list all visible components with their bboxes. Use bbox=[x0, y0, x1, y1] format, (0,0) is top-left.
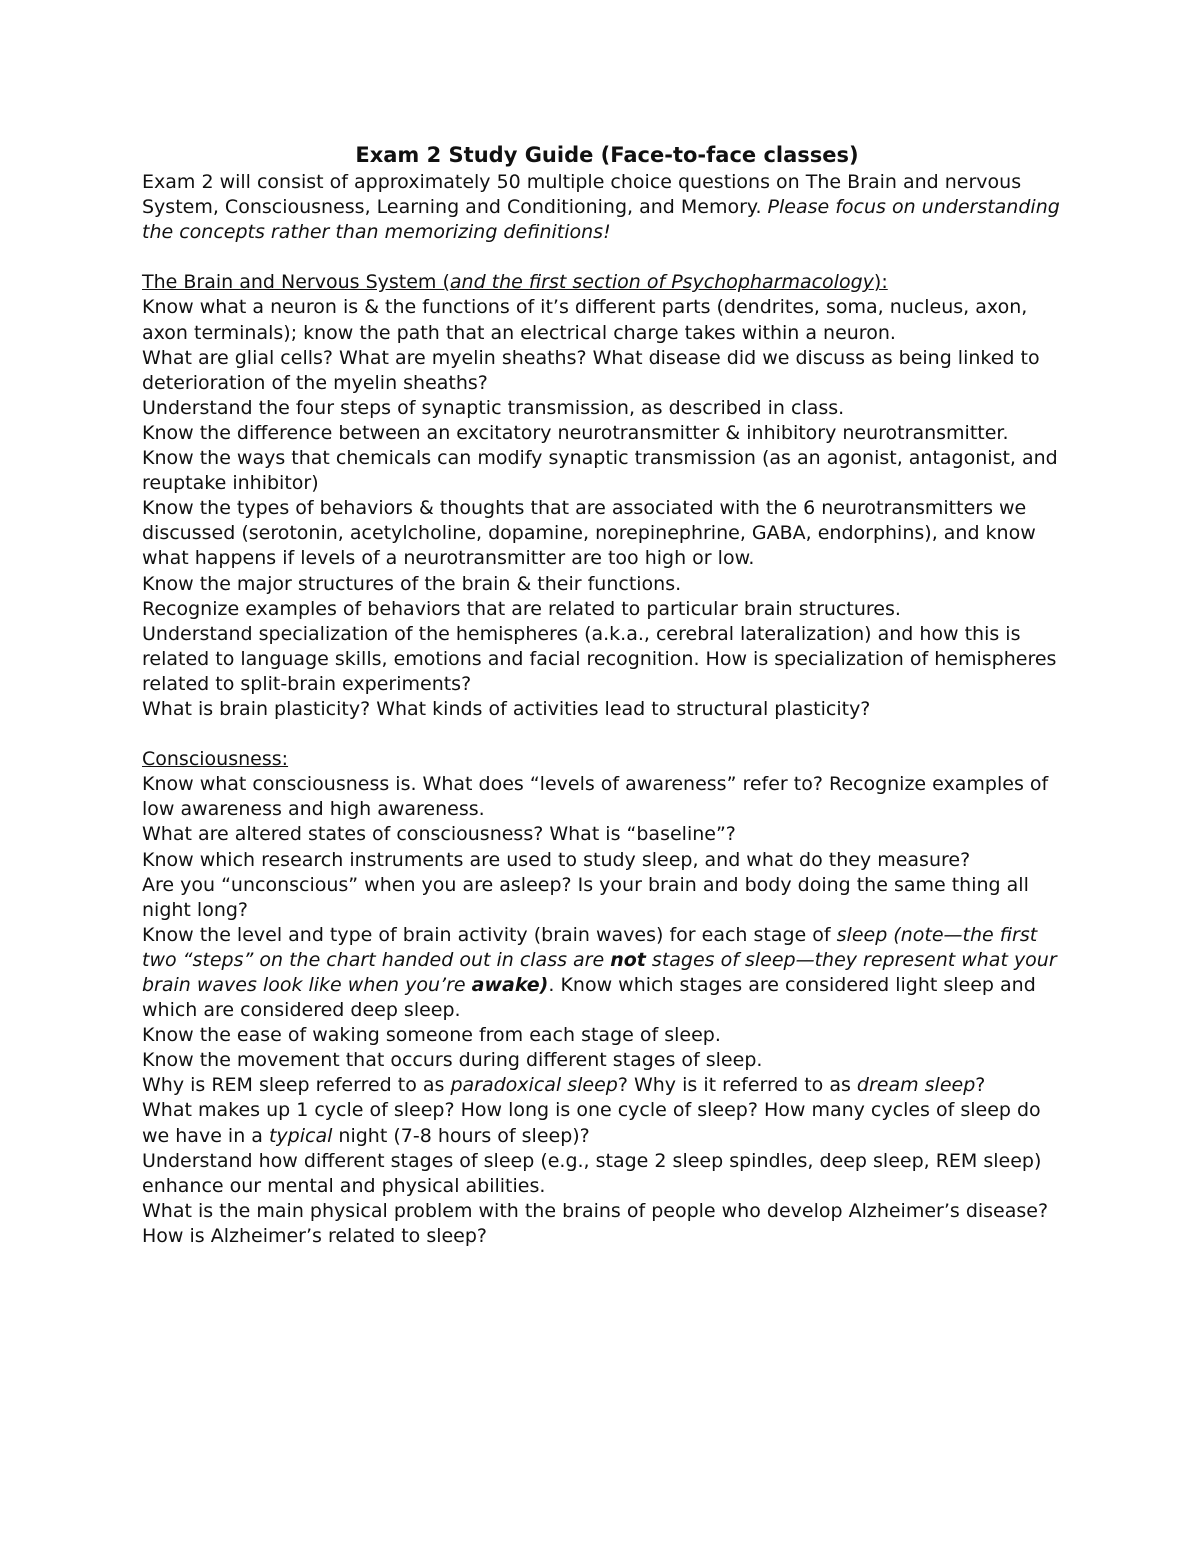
section-heading-consciousness: Consciousness: bbox=[142, 748, 289, 771]
item-emphasis: typical bbox=[268, 1124, 333, 1147]
study-item: Are you “unconscious” when you are asleep? Is your brain and body doing the same thing all night long? bbox=[142, 873, 1029, 921]
study-item: Know the difference between an excitatory neurotransmitter & inhibitory neurotransmitter. bbox=[142, 421, 1009, 444]
study-item: What is the main physical problem with the brains of people who develop Alzheimer’s disease? How is Alzheimer’s related to sleep? bbox=[142, 1199, 1049, 1247]
study-item: Recognize examples of behaviors that are related to particular brain structures. bbox=[142, 597, 901, 620]
study-item-rem bbox=[142, 1073, 1072, 1098]
intro-paragraph bbox=[142, 170, 1072, 245]
study-item: Understand the four steps of synaptic transmission, as described in class. bbox=[142, 396, 845, 419]
item-text: Why is REM sleep referred to as bbox=[142, 1074, 451, 1097]
study-item: Know the ease of waking someone from each stage of sleep. bbox=[142, 1024, 721, 1047]
section-heading-brain bbox=[142, 270, 1072, 295]
item-emphasis: dream sleep bbox=[856, 1074, 976, 1097]
item-text: ? Why is it referred to as bbox=[617, 1074, 857, 1097]
study-item: Know what a neuron is & the functions of it’s different parts (dendrites, soma, nucleus, axon, axon terminals); know the path that an electrical charge takes within a neuron. bbox=[142, 296, 1028, 344]
spacer bbox=[142, 722, 1072, 747]
intro-emphasis: Please focus on understanding the concepts rather than memorizing definitions! bbox=[142, 196, 1060, 244]
study-item: Know which research instruments are used to study sleep, and what do they measure? bbox=[142, 848, 971, 871]
study-item: Know the major structures of the brain & their functions. bbox=[142, 572, 682, 595]
item-strong-emphasis: not bbox=[610, 948, 646, 971]
item-text: ? bbox=[975, 1074, 986, 1097]
heading-emphasis: and the first section of Psychopharmacology bbox=[449, 271, 874, 294]
item-emphasis: stages of sleep—they represent what your brain waves look like when you’re bbox=[142, 948, 1057, 996]
study-item: Know what consciousness is. What does “levels of awareness” refer to? Recognize examples of low awareness and high awareness. bbox=[142, 773, 1049, 821]
item-text: Know the level and type of brain activity (brain waves) for each stage of bbox=[142, 923, 837, 946]
study-item: What are glial cells? What are myelin sheaths? What disease did we discuss as being linked to deterioration of the myelin sheaths? bbox=[142, 346, 1040, 394]
study-item: Know the ways that chemicals can modify synaptic transmission (as an agonist, antagonist, and reuptake inhibitor) bbox=[142, 447, 1058, 495]
item-text: night (7-8 hours of sleep)? bbox=[332, 1124, 590, 1147]
item-strong-emphasis: awake) bbox=[471, 974, 549, 996]
item-text: . Know which stages are considered light sleep and which are considered deep sleep. bbox=[142, 974, 1036, 1022]
study-item: Know the types of behaviors & thoughts that are associated with the 6 neurotransmitters we discussed (serotonin, acetylcholine, dopamine, norepinephrine, GABA, endorphins), and know what happens if levels of a neurotransmitter are too high or low. bbox=[142, 497, 1036, 570]
item-text: What makes up 1 cycle of sleep? How long is one cycle of sleep? How many cycles of sleep do we have in a bbox=[142, 1099, 1041, 1147]
spacer bbox=[142, 245, 1072, 270]
document-title: Exam 2 Study Guide (Face-to-face classes) bbox=[355, 143, 859, 167]
heading-text: The Brain and Nervous System ( bbox=[142, 271, 450, 294]
item-emphasis: sleep (note—the first two “steps” on the chart handed out in class are bbox=[142, 923, 1038, 971]
intro-text: Exam 2 will consist of approximately 50 multiple choice questions on The Brain and nervous System, Consciousness, Learning and Conditioning, and Memory. bbox=[142, 171, 1022, 219]
document-body bbox=[142, 142, 1072, 1249]
study-item-cycle bbox=[142, 1098, 1072, 1148]
study-item: What is brain plasticity? What kinds of activities lead to structural plasticity? bbox=[142, 697, 871, 720]
study-item-sleep-stages bbox=[142, 923, 1072, 1023]
study-item: Understand how different stages of sleep (e.g., stage 2 sleep spindles, deep sleep, REM sleep) enhance our mental and physical abilities. bbox=[142, 1149, 1042, 1197]
item-emphasis: paradoxical sleep bbox=[450, 1074, 618, 1097]
study-item: What are altered states of consciousness? What is “baseline”? bbox=[142, 823, 736, 846]
study-item: Understand specialization of the hemispheres (a.k.a., cerebral lateralization) and how this is related to language skills, emotions and facial recognition. How is specialization of hemispheres related to split-brain experiments? bbox=[142, 622, 1057, 695]
study-item: Know the movement that occurs during different stages of sleep. bbox=[142, 1049, 763, 1072]
heading-text-end: ): bbox=[873, 271, 888, 294]
